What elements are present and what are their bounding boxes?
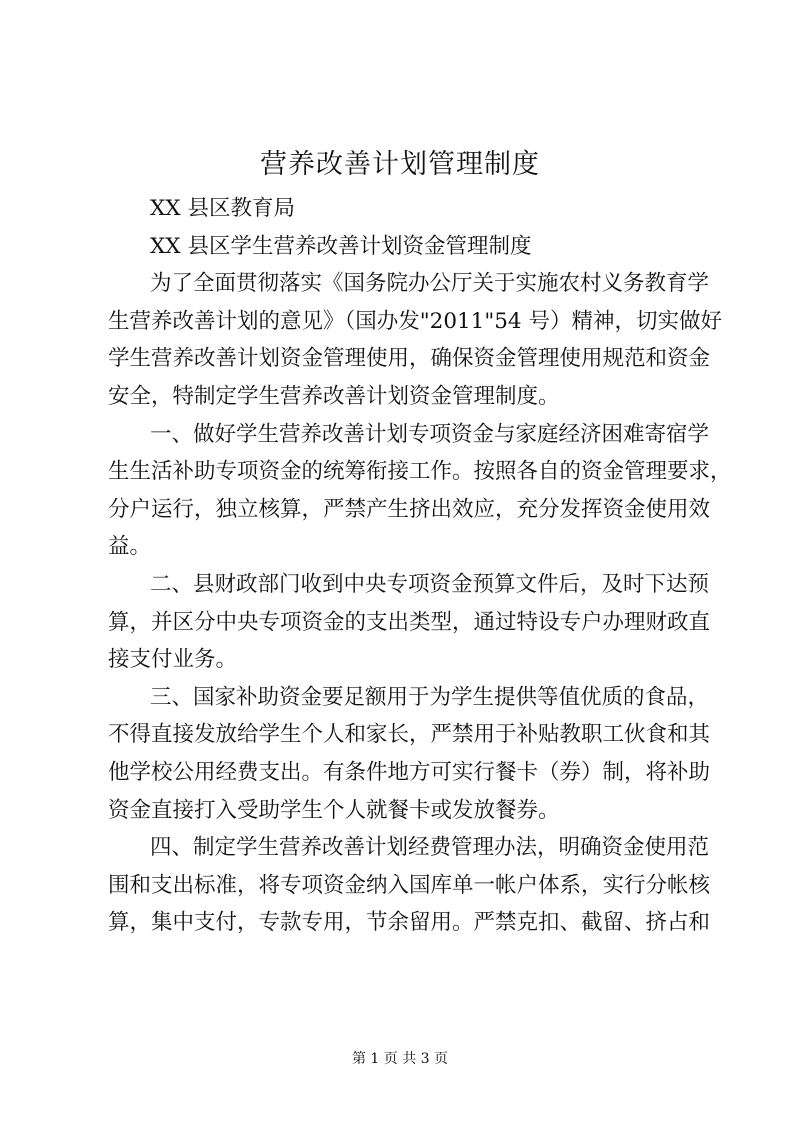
paragraph-line: 为了全面贯彻落实《国务院办公厅关于实施农村义务教育学 [150, 271, 710, 297]
paragraph-line: 二、县财政部门收到中央专项资金预算文件后，及时下达预 [150, 571, 710, 597]
paragraph [108, 829, 711, 942]
paragraph-line: 不得直接发放给学生个人和家长，严禁用于补贴教职工伙食和其 [108, 722, 711, 748]
paragraph-line: 他学校公用经费支出。有条件地方可实行餐卡（券）制，将补助 [108, 759, 711, 785]
paragraph [108, 265, 722, 415]
paragraph-line: 一、做好学生营养改善计划专项资金与家庭经济困难寄宿学 [150, 421, 710, 447]
paragraph-line: 三、国家补助资金要足额用于为学生提供等值优质的食品， [150, 684, 710, 710]
paragraph-line: 围和支出标准，将专项资金纳入国库单一帐户体系，实行分帐核 [108, 872, 711, 898]
paragraph [108, 566, 711, 679]
paragraph-line: XX 县区学生营养改善计划资金管理制度 [150, 233, 532, 259]
paragraph-line: 算，并区分中央专项资金的支出类型，通过特设专户办理财政直 [108, 609, 711, 635]
paragraph [108, 228, 708, 266]
paragraph-line: 安全，特制定学生营养改善计划资金管理制度。 [108, 383, 560, 409]
paragraph-line: 分户运行，独立核算，严禁产生挤出效应，充分发挥资金使用效 [108, 496, 711, 522]
document-title: 营养改善计划管理制度 [260, 149, 540, 180]
paragraph-line: 益。 [108, 534, 152, 560]
paragraph-line: XX 县区教育局 [150, 196, 295, 221]
paragraph-line: 算，集中支付，专款专用，节余留用。严禁克扣、截留、挤占和 [108, 910, 711, 936]
paragraph [108, 416, 732, 566]
paragraph-line: 接支付业务。 [108, 647, 238, 673]
paragraph-line: 生营养改善计划的意见》（国办发"2011"54 号）精神，切实做好 [108, 308, 722, 334]
document-body [108, 190, 732, 942]
paragraph [108, 679, 711, 829]
paragraph-line: 学生营养改善计划资金管理使用，确保资金管理使用规范和资金 [108, 346, 711, 372]
paragraph [108, 190, 708, 228]
paragraph-line: 资金直接打入受助学生个人就餐卡或发放餐券。 [108, 797, 560, 823]
paragraph-line: 生生活补助专项资金的统筹衔接工作。按照各自的资金管理要求， [108, 459, 732, 485]
page-footer: 第 1 页 共 3 页 [351, 1051, 449, 1067]
paragraph-line: 四、制定学生营养改善计划经费管理办法，明确资金使用范 [150, 835, 710, 861]
